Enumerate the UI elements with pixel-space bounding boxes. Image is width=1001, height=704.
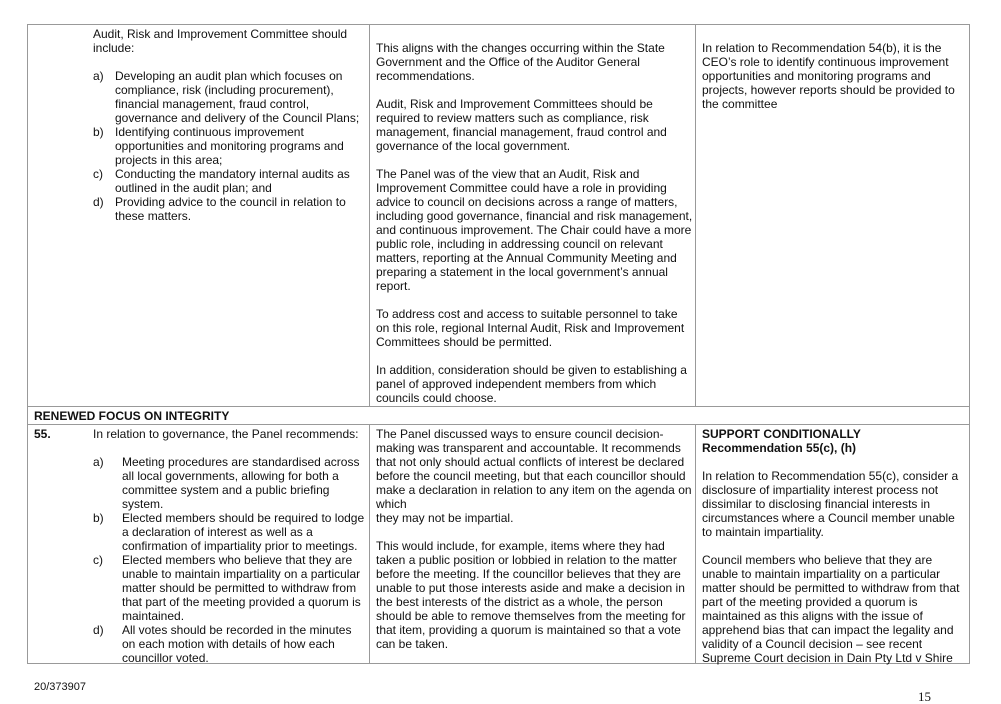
response-reference: Recommendation 55(c), (h) bbox=[702, 441, 857, 455]
table-row bbox=[27, 424, 970, 664]
column-divider bbox=[695, 25, 696, 406]
response-status: SUPPORT CONDITIONALLY bbox=[702, 427, 861, 441]
list-item: a) Developing an audit plan which focuses on compliance, risk (including procurement), financial management, fraud control, governance and delivery of the Council Plans; bbox=[93, 69, 360, 125]
column-divider bbox=[369, 425, 370, 663]
recommendation-intro: In relation to governance, the Panel recommends: bbox=[93, 427, 359, 441]
section-heading: RENEWED FOCUS ON INTEGRITY bbox=[34, 409, 230, 423]
paragraph: To address cost and access to suitable personnel to take on this role, regional Internal Audit, Risk and Improvement Committees should be permitted. bbox=[376, 307, 685, 349]
recommendation-number: 55. bbox=[34, 427, 51, 441]
column-divider bbox=[369, 25, 370, 406]
paragraph: Council members who believe that they are unable to maintain impartiality on a particular matter should be permitted to withdraw from that part of the meeting provided a quorum is maintained as this aligns with the issue of apprehend bias that can impact the legality and validity of a Council decision – see recent Supreme Court decision in Dain Pty Ltd v Shire bbox=[702, 553, 960, 665]
paragraph: This would include, for example, items where they had taken a public position or lobbied in relation to the matter before the meeting. If the councillor believes that they are unable to put those interests aside and make a decision in the best interests of the district as a whole, the person should be able to remove themselves from the meeting for that item, providing a quorum is maintained so that a vote can be taken. bbox=[376, 539, 686, 651]
recommendation-intro: Audit, Risk and Improvement Committee should include: bbox=[93, 27, 348, 55]
paragraph: The Panel was of the view that an Audit, Risk and Improvement Committee could have a role in providing advice to council on decisions across a range of matters, including good governance, financial and risk management, and continuous improvement. The Chair could have a more public role, including in addressing council on relevant matters, reporting at the Annual Community Meeting and preparing a statement in the local government’s annual report. bbox=[376, 167, 693, 293]
list-item: c) Elected members who believe that they are unable to maintain impartiality on a particular matter should be permitted to withdraw from that part of the meeting provided a quorum is maintained. bbox=[93, 553, 361, 623]
paragraph: they may not be impartial. bbox=[376, 511, 514, 525]
list-item: d) All votes should be recorded in the minutes on each motion with details of how each councillor voted. bbox=[93, 623, 352, 665]
paragraph: In relation to Recommendation 54(b), it is the CEO’s role to identify continuous improvement opportunities and monitoring programs and projects, however reports should be provided to the committee bbox=[702, 41, 955, 111]
column-divider bbox=[695, 425, 696, 663]
recommendation-cell bbox=[93, 427, 367, 665]
section-heading-row bbox=[27, 406, 970, 424]
panel-discussion-cell bbox=[376, 41, 694, 405]
page-number: 15 bbox=[918, 689, 931, 704]
list-item: d) Providing advice to the council in relation to these matters. bbox=[93, 195, 346, 223]
list-item: a) Meeting procedures are standardised across all local governments, allowing for both a committee system and a public briefing system. bbox=[93, 455, 360, 511]
document-id: 20/373907 bbox=[34, 681, 86, 693]
list-item: b) Identifying continuous improvement opportunities and monitoring programs and projects in this area; bbox=[93, 125, 344, 167]
list-item: c) Conducting the mandatory internal audits as outlined in the audit plan; and bbox=[93, 167, 350, 195]
paragraph: In addition, consideration should be given to establishing a panel of approved independent members from which councils could choose. bbox=[376, 363, 687, 405]
recommendation-cell bbox=[93, 27, 365, 223]
table-row bbox=[27, 24, 970, 406]
paragraph: Audit, Risk and Improvement Committees should be required to review matters such as compliance, risk management, financial management, fraud control and governance of the local government. bbox=[376, 97, 667, 153]
paragraph: This aligns with the changes occurring within the State Government and the Office of the Auditor General recommendations. bbox=[376, 41, 665, 83]
paragraph: In relation to Recommendation 55(c), consider a disclosure of impartiality interest process not dissimilar to disclosing financial interests in circumstances where a Council member unable to maintain impartiality. bbox=[702, 469, 959, 539]
list-item: b) Elected members should be required to lodge a declaration of interest as well as a confirmation of impartiality prior to meetings. bbox=[93, 511, 365, 553]
response-cell bbox=[702, 427, 966, 665]
paragraph: The Panel discussed ways to ensure council decision-making was transparent and accountable. It recommends that not only should actual conflicts of interest be declared before the council meeting, but that each councillor should make a declaration in relation to any item on the agenda on which bbox=[376, 427, 692, 511]
panel-discussion-cell bbox=[376, 427, 694, 651]
response-cell bbox=[702, 41, 964, 111]
